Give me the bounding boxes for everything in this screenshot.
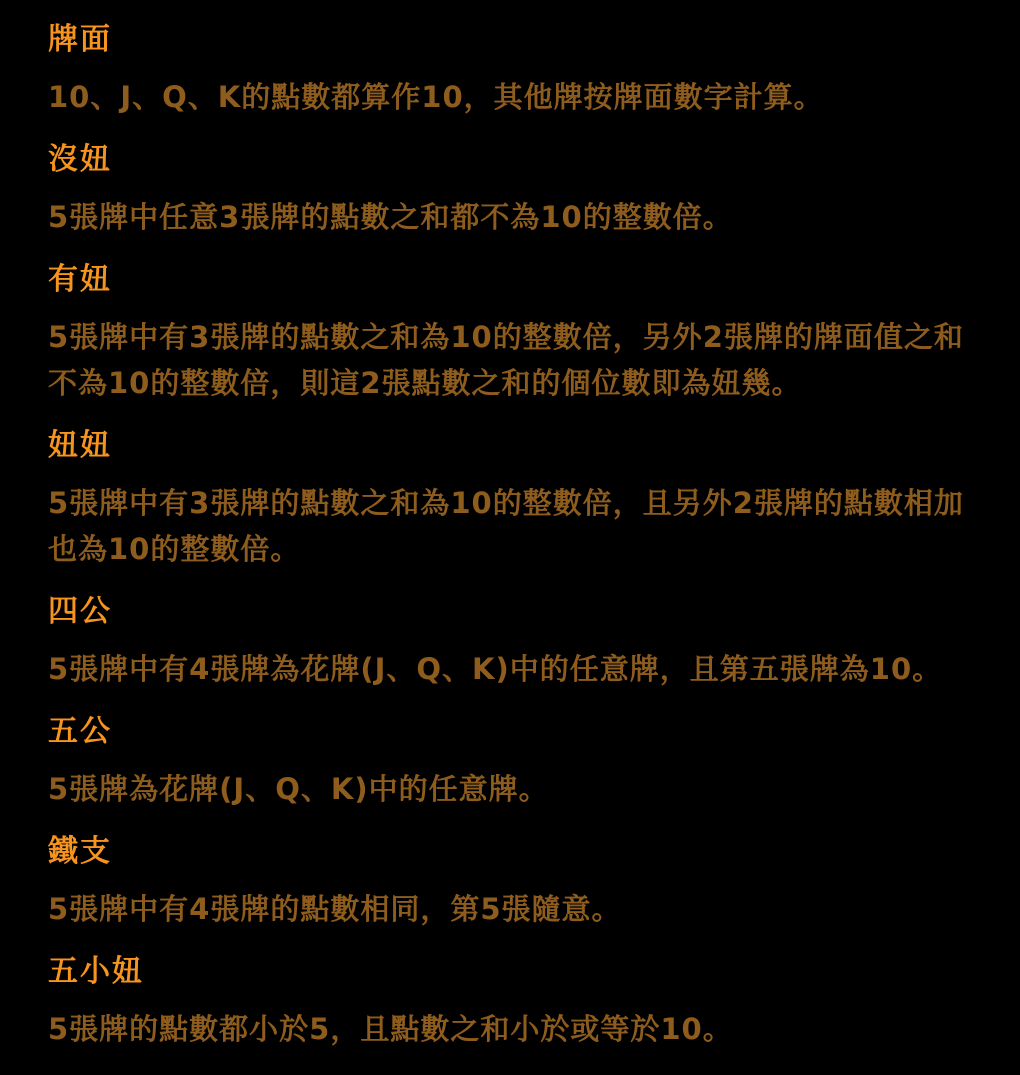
rule-section-no-niu — [48, 142, 972, 240]
rule-body: 5張牌中有4張牌的點數相同，第5張隨意。 — [48, 892, 622, 926]
rule-body: 5張牌為花牌(J、Q、K)中的任意牌。 — [48, 772, 549, 806]
rule-heading: 牌面 — [48, 22, 112, 57]
rule-section-five-lords — [48, 714, 972, 812]
rule-heading: 有妞 — [48, 262, 112, 297]
rule-heading: 鐵支 — [48, 834, 112, 869]
rule-body: 10、J、Q、K的點數都算作10，其他牌按牌面數字計算。 — [48, 80, 824, 114]
rule-section-four-lords — [48, 594, 972, 692]
rule-body: 5張牌中有3張牌的點數之和為10的整數倍，且另外2張牌的點數相加也為10的整數倍。 — [48, 486, 964, 566]
rule-body: 5張牌中任意3張牌的點數之和都不為10的整數倍。 — [48, 200, 733, 234]
rule-heading: 沒妞 — [48, 142, 112, 177]
rule-heading: 四公 — [48, 594, 112, 629]
rule-body: 5張牌的點數都小於5，且點數之和小於或等於10。 — [48, 1012, 733, 1046]
rule-section-card-faces — [48, 22, 972, 120]
rule-section-has-niu — [48, 262, 972, 406]
rule-section-niu-niu — [48, 428, 972, 572]
rule-section-four-of-a-kind — [48, 834, 972, 932]
rule-body: 5張牌中有3張牌的點數之和為10的整數倍，另外2張牌的牌面值之和不為10的整數倍，則這2張點數之和的個位數即為妞幾。 — [48, 320, 964, 400]
rule-section-five-small-niu — [48, 954, 972, 1052]
rule-heading: 五公 — [48, 714, 112, 749]
rule-heading: 五小妞 — [48, 954, 144, 989]
rule-body: 5張牌中有4張牌為花牌(J、Q、K)中的任意牌，且第五張牌為10。 — [48, 652, 943, 686]
rule-heading: 妞妞 — [48, 428, 112, 463]
